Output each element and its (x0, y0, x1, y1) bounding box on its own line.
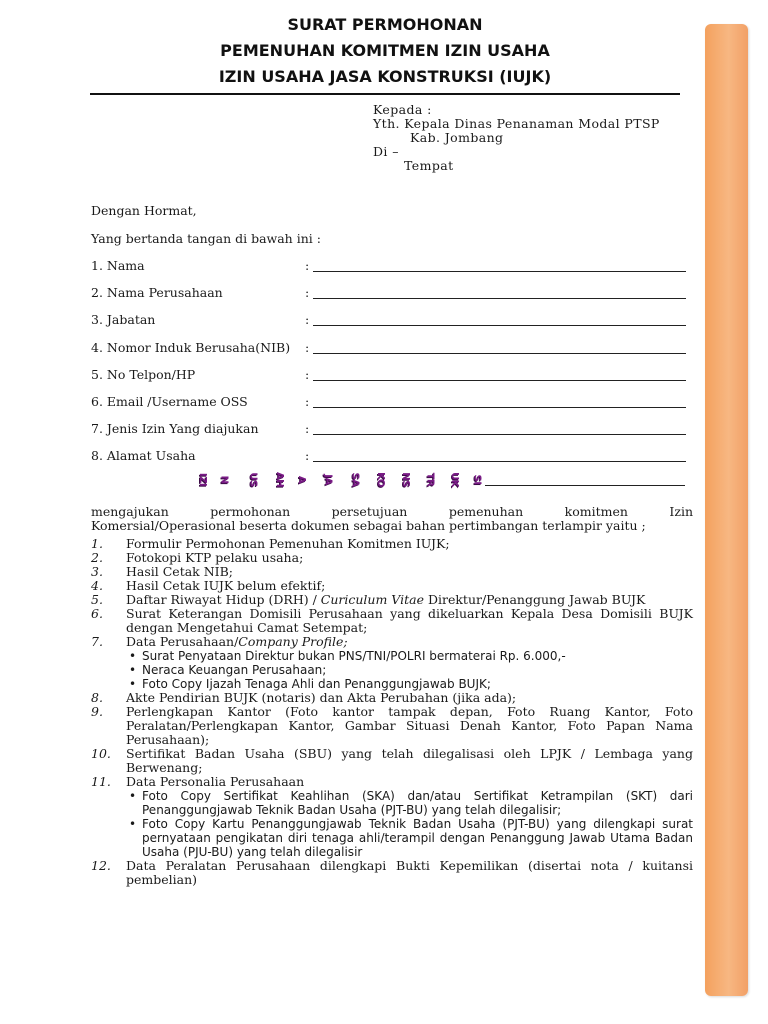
field-label: 3. Jabatan (91, 312, 156, 327)
list-text: Data Personalia Perusahaan (126, 774, 305, 789)
title-divider (90, 93, 680, 95)
wordart-fragment: NS (399, 472, 411, 487)
sub-list-personalia (91, 789, 693, 859)
list-number: 8. (91, 690, 103, 705)
title-line-2: PEMENUHAN KOMITMEN IZIN USAHA (220, 41, 550, 60)
sub-list-text: Foto Copy Ijazah Tenaga Ahli dan Penanggungjawab BUJK; (142, 677, 491, 691)
address-di: Di – (373, 144, 399, 159)
list-text-italic: Curiculum Vitae (320, 592, 424, 607)
bullet-icon: • (129, 817, 137, 831)
field-label: 5. No Telpon/HP (91, 367, 196, 382)
list-text: Fotokopi KTP pelaku usaha; (126, 550, 304, 565)
sub-list-company-profile (91, 649, 693, 691)
list-item (91, 593, 693, 607)
list-item (91, 747, 693, 775)
field-blank-line[interactable] (313, 298, 686, 299)
wordart-fragment: SI (471, 474, 483, 485)
decorative-side-bar (705, 24, 748, 996)
field-nama[interactable] (91, 259, 689, 275)
field-alamat[interactable] (91, 449, 689, 465)
field-label: 4. Nomor Induk Berusaha(NIB) (91, 340, 291, 355)
list-text: Data Perusahaan/ (126, 634, 239, 649)
field-nib[interactable] (91, 341, 689, 357)
field-blank-line[interactable] (313, 380, 686, 381)
list-item (91, 565, 693, 579)
wordart-fragment: SA (349, 472, 361, 487)
field-colon: : (305, 367, 310, 382)
intro-line: Yang bertanda tangan di bawah ini : (91, 231, 321, 246)
address-tempat: Tempat (404, 158, 454, 173)
list-number: 7. (91, 634, 103, 649)
list-item (91, 579, 693, 593)
list-number: 6. (91, 606, 103, 621)
list-item (91, 635, 693, 649)
bullet-icon: • (129, 677, 137, 691)
field-colon: : (305, 312, 310, 327)
title-line-1: SURAT PERMOHONAN (287, 15, 483, 34)
field-label: 8. Alamat Usaha (91, 448, 196, 463)
list-text-italic: Company Profile; (238, 634, 348, 649)
list-item (91, 537, 693, 551)
list-text: Daftar Riwayat Hidup (DRH) / (126, 592, 321, 607)
list-item (91, 775, 693, 789)
field-jenis-izin[interactable] (91, 422, 689, 438)
sub-list-text: Neraca Keuangan Perusahaan; (142, 663, 327, 677)
field-label: 6. Email /Username OSS (91, 394, 248, 409)
field-label: 1. Nama (91, 258, 145, 273)
list-item (91, 607, 693, 635)
wordart-fragment: N (218, 475, 230, 484)
field-telpon[interactable] (91, 368, 689, 384)
field-colon: : (305, 394, 310, 409)
address-kepada: Kepada : (373, 102, 432, 117)
list-text: Hasil Cetak IUJK belum efektif; (126, 578, 326, 593)
title-line-3: IZIN USAHA JASA KONSTRUKSI (IUJK) (218, 67, 552, 86)
sub-list-item (126, 817, 693, 859)
field-colon: : (305, 421, 310, 436)
wordart-fragment: IZI (197, 472, 209, 487)
wordart-fragment: US (247, 472, 259, 487)
field-colon: : (305, 340, 310, 355)
field-blank-line[interactable] (313, 461, 686, 462)
sub-list-text: Surat Penyataan Direktur bukan PNS/TNI/POLRI bermaterai Rp. 6.000,- (142, 649, 566, 663)
recipient-address (373, 103, 660, 173)
field-colon: : (305, 285, 310, 300)
field-blank-line[interactable] (313, 325, 686, 326)
field-alamat-second-line[interactable] (485, 485, 685, 486)
field-blank-line[interactable] (313, 353, 686, 354)
list-item (91, 705, 693, 747)
list-number: 12. (91, 858, 111, 873)
list-number: 10. (91, 746, 111, 761)
field-nama-perusahaan[interactable] (91, 286, 689, 302)
field-jabatan[interactable] (91, 313, 689, 329)
list-text: Data Peralatan Perusahaan dilengkapi Bukti Kepemilikan (disertai nota / kuitansi pembelian) (126, 858, 693, 887)
wordart-fragment: AH (274, 471, 286, 488)
document-title (90, 12, 680, 90)
wordart-fragment: JA (322, 474, 334, 485)
bullet-icon: • (129, 663, 137, 677)
sub-list-text: Foto Copy Kartu Penanggungjawab Teknik Badan Usaha (PJT-BU) yang dilengkapi surat pernyataan pengikatan diri tenaga ahli/terampil dengan Penanggung Jawab Utama Badan Usaha (PJU-BU) yang telah dilegalisir (142, 817, 693, 859)
bullet-icon: • (129, 789, 137, 803)
greeting: Dengan Hormat, (91, 203, 197, 218)
wordart-fragment: KO (374, 472, 386, 487)
paragraph-line-2: Komersial/Operasional beserta dokumen sebagai bahan pertimbangan terlampir yaitu ; (91, 518, 646, 533)
sub-list-text: Foto Copy Sertifikat Keahlihan (SKA) dan/atau Sertifikat Ketrampilan (SKT) dari Penanggungjawab Teknik Badan Usaha (PJT-BU) yang telah dilegalisir; (142, 789, 693, 817)
field-blank-line[interactable] (313, 271, 686, 272)
list-number: 9. (91, 704, 103, 719)
request-paragraph (91, 505, 693, 533)
wordart-fragment: A (296, 475, 308, 484)
list-number: 11. (91, 774, 111, 789)
list-item (91, 691, 693, 705)
list-text: Sertifikat Badan Usaha (SBU) yang telah dilegalisasi oleh LPJK / Lembaga yang Berwenang; (126, 746, 693, 775)
sub-list-item (126, 677, 693, 691)
list-number: 1. (91, 536, 103, 551)
sub-list-item (126, 789, 693, 817)
address-yth: Yth. Kepala Dinas Penanaman Modal PTSP (373, 116, 660, 131)
list-text: Hasil Cetak NIB; (126, 564, 233, 579)
list-number: 4. (91, 578, 103, 593)
list-text: Akte Pendirian BUJK (notaris) dan Akta Perubahan (jika ada); (126, 690, 517, 705)
address-kab: Kab. Jombang (410, 130, 504, 145)
list-text: Surat Keterangan Domisili Perusahaan yang dikeluarkan Kepala Desa Domisili BUJK dengan Mengetahui Camat Setempat; (126, 606, 693, 635)
list-number: 3. (91, 564, 103, 579)
list-text: Formulir Permohonan Pemenuhan Komitmen IUJK; (126, 536, 450, 551)
list-text: Direktur/Penanggung Jawab BUJK (423, 592, 646, 607)
list-item (91, 859, 693, 887)
field-colon: : (305, 258, 310, 273)
field-label: 7. Jenis Izin Yang diajukan (91, 421, 259, 436)
field-blank-line[interactable] (313, 407, 686, 408)
wordart-izin-usaha-jasa-konstruksi (196, 471, 496, 508)
list-number: 5. (91, 592, 103, 607)
bullet-icon: • (129, 649, 137, 663)
field-label: 2. Nama Perusahaan (91, 285, 223, 300)
paragraph-line-1: mengajukan permohonan persetujuan pemenuhan komitmen Izin (91, 504, 693, 519)
sub-list-item (126, 649, 693, 663)
wordart-fragment: UK (448, 472, 460, 487)
list-number: 2. (91, 550, 103, 565)
field-email[interactable] (91, 395, 689, 411)
wordart-fragment: TR (424, 472, 436, 487)
sub-list-item (126, 663, 693, 677)
field-colon: : (305, 448, 310, 463)
list-item (91, 551, 693, 565)
attachment-list (91, 537, 693, 887)
field-blank-line[interactable] (313, 434, 686, 435)
list-text: Perlengkapan Kantor (Foto kantor tampak depan, Foto Ruang Kantor, Foto Peralatan/Perlengkapan Kantor, Gambar Situasi Denah Kantor, Foto Papan Nama Perusahaan); (126, 704, 693, 747)
